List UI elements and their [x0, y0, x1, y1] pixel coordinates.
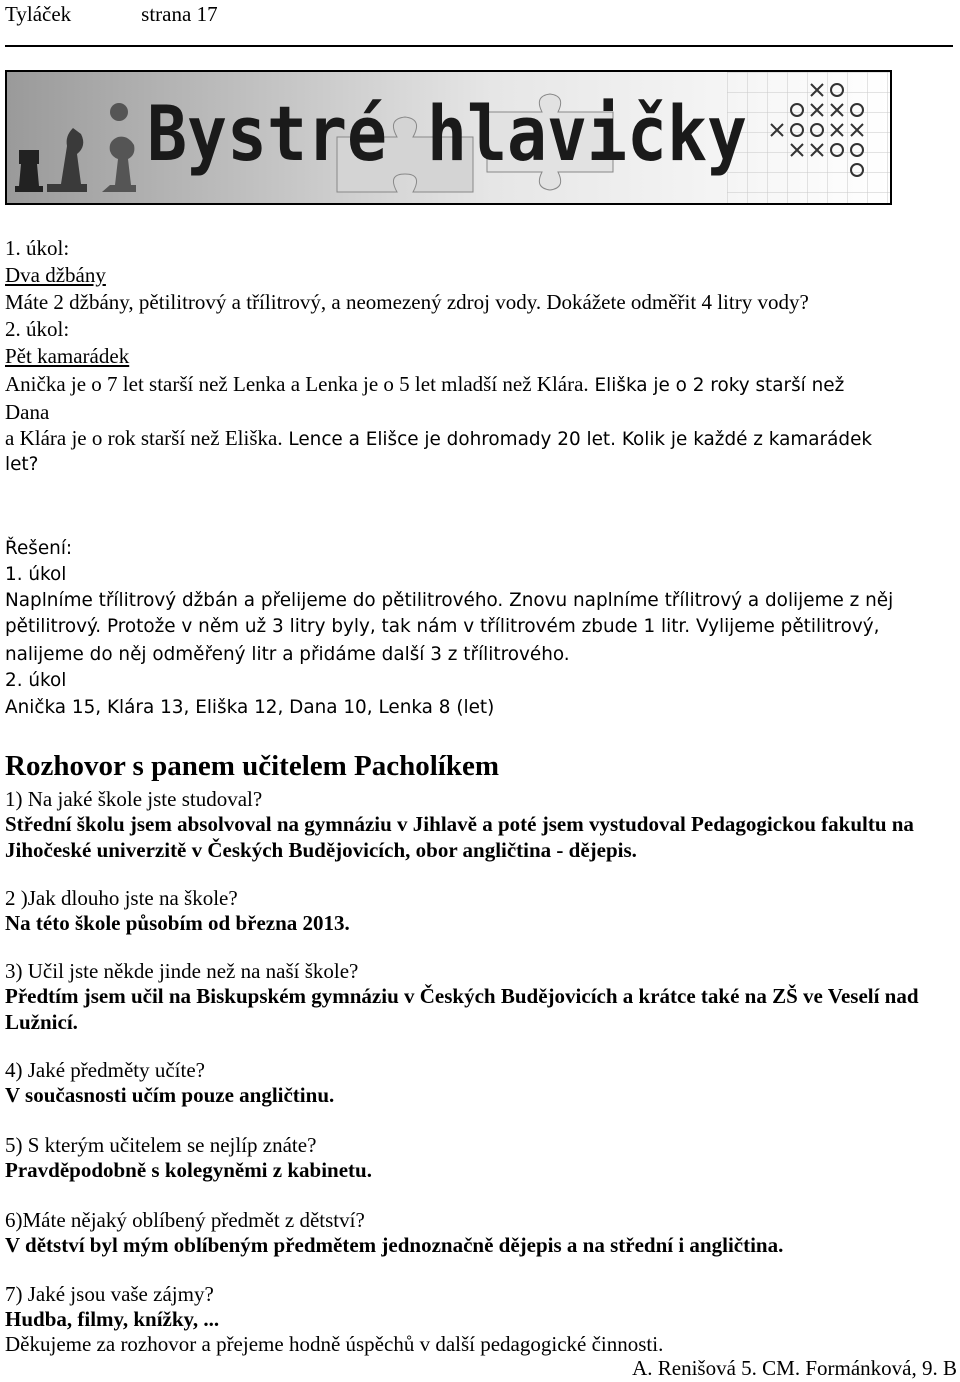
task2-line1-part2: Eliška je o 2 roky starší než — [588, 375, 845, 396]
closing-thanks: Děkujeme za rozhovor a přejeme hodně úspěchů v další pedagogické činnosti. — [5, 1332, 664, 1356]
answer-1-line1: Střední školu jsem absolvoval na gymnáziu v Jihlavě a poté jsem vystudoval Pedagogickou fakultu na — [5, 812, 914, 836]
answer-2: Na této škole působím od března 2013. — [5, 911, 350, 935]
answer-3-line1: Předtím jsem učil na Biskupském gymnáziu v Českých Budějovicích a krátce také na ZŠ ve Veselí nad — [5, 984, 919, 1008]
task2-title: Pět kamarádek — [5, 344, 130, 368]
task2-line4: let? — [5, 454, 39, 475]
task1-title: Dva džbány — [5, 263, 106, 287]
authors: A. Renišová 5. CM. Formánková, 9. B — [632, 1356, 957, 1380]
task2-line1-part1: Anička je o 7 let starší než Lenka a Lenka je o 5 let mladší než Klára. — [5, 372, 589, 396]
task1-text: Máte 2 džbány, pětilitrový a třílitrový, a neomezený zdroj vody. Dokážete odměřit 4 litry vody? — [5, 290, 809, 314]
running-header — [5, 0, 218, 28]
task2-label: 2. úkol: — [5, 317, 70, 341]
answer-5: Pravděpodobně s kolegyněmi z kabinetu. — [5, 1158, 372, 1182]
section-banner — [5, 70, 892, 205]
task2-line2: Dana — [5, 400, 50, 424]
question-6: 6)Máte nějaký oblíbený předmět z dětství? — [5, 1208, 365, 1232]
interview-title: Rozhovor s panem učitelem Pacholíkem — [5, 750, 500, 782]
task2-line1 — [5, 372, 844, 397]
question-5: 5) S kterým učitelem se nejlíp znáte? — [5, 1133, 317, 1157]
solution1-line2: pětilitrový. Protože v něm už 3 litry byly, tak nám v třílitrovém zbude 1 litr. Vylijeme pětilitrový, — [5, 616, 880, 637]
solution1-line1: Naplníme třílitrový džbán a přelijeme do pětilitrového. Znovu naplníme třílitrový a dolijeme z něj — [5, 590, 894, 611]
answer-6: V dětství byl mým oblíbeným předmětem jednoznačně dějepis a na střední i angličtina. — [5, 1233, 784, 1257]
answer-1-line2: Jihočeské univerzitě v Českých Budějovicích, obor angličtina - dějepis. — [5, 838, 637, 862]
task2-line3-part2: Lence a Elišce je dohromady 20 let. Kolik je každé z kamarádek — [282, 429, 873, 450]
task1-label: 1. úkol: — [5, 236, 70, 260]
question-7: 7) Jaké jsou vaše zájmy? — [5, 1282, 214, 1306]
task2-line3 — [5, 426, 872, 451]
solutions-heading: Řešení: — [5, 538, 73, 559]
question-1: 1) Na jaké škole jste studoval? — [5, 787, 263, 811]
question-3: 3) Učil jste někde jinde než na naší škole? — [5, 959, 359, 983]
answer-3-line2: Lužnicí. — [5, 1010, 78, 1034]
header-rule — [5, 45, 953, 47]
task2-line3-part1: a Klára je o rok starší než Eliška. — [5, 426, 283, 450]
question-4: 4) Jaké předměty učíte? — [5, 1058, 205, 1082]
banner-title: Bystré hlavičky — [147, 89, 747, 178]
page-number: strana 17 — [141, 2, 218, 26]
solution1-label: 1. úkol — [5, 564, 67, 585]
solution2-line1: Anička 15, Klára 13, Eliška 12, Dana 10, Lenka 8 (let) — [5, 697, 495, 718]
question-2: 2 )Jak dlouho jste na škole? — [5, 886, 238, 910]
banner-artwork — [7, 72, 890, 203]
publication-title: Tyláček — [5, 2, 72, 26]
answer-7: Hudba, filmy, knížky, ... — [5, 1307, 220, 1331]
solution2-label: 2. úkol — [5, 670, 67, 691]
answer-4: V současnosti učím pouze angličtinu. — [5, 1083, 335, 1107]
solution1-line3: nalijeme do něj odměřený litr a přidáme další 3 z třílitrového. — [5, 644, 570, 665]
